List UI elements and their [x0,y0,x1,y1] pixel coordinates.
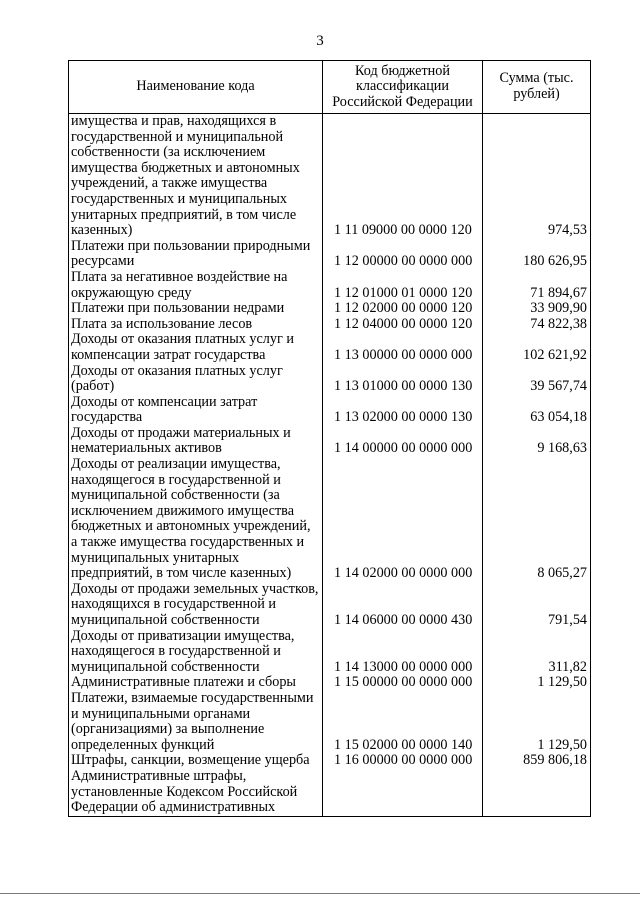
row-code: 1 15 00000 00 0000 000 [323,675,483,691]
row-name: имущества и прав, находящихся в государственной и муниципальной собственности (за исключением имущества бюджетных и автономных учреждений, а также имущества государственных и муниципальных унитарных предприятий, в том числе казенных) [69,114,323,239]
row-code: 1 12 04000 00 0000 120 [323,317,483,333]
row-code: 1 13 00000 00 0000 000 [323,332,483,363]
row-name: Доходы от оказания платных услуг (работ) [69,364,323,395]
row-sum: 974,53 [483,114,591,239]
row-name: Платежи при пользовании недрами [69,301,323,317]
row-code [323,769,483,816]
table-row [69,769,591,816]
table-row [69,395,591,426]
row-code: 1 11 09000 00 0000 120 [323,114,483,239]
bottom-divider [0,893,640,894]
table-row [69,332,591,363]
page-number: 3 [316,33,324,49]
table-row [69,629,591,676]
row-name: Платежи, взимаемые государственными и муниципальными органами (организациями) за выполнение определенных функций [69,691,323,753]
row-code: 1 13 02000 00 0000 130 [323,395,483,426]
row-sum: 74 822,38 [483,317,591,333]
row-sum [483,769,591,816]
row-sum: 791,54 [483,582,591,629]
table-row [69,582,591,629]
row-code: 1 15 02000 00 0000 140 [323,691,483,753]
row-name: Доходы от оказания платных услуг и компенсации затрат государства [69,332,323,363]
row-name: Административные штрафы, установленные Кодексом Российской Федерации об административных [69,769,323,816]
row-name: Плата за использование лесов [69,317,323,333]
table-row [69,426,591,457]
header-name: Наименование кода [69,61,323,114]
row-sum: 859 806,18 [483,753,591,769]
row-name: Доходы от приватизации имущества, находящегося в государственной и муниципальной собственности [69,629,323,676]
row-sum: 8 065,27 [483,457,591,582]
row-sum: 9 168,63 [483,426,591,457]
row-sum: 33 909,90 [483,301,591,317]
table-row [69,457,591,582]
row-code: 1 13 01000 00 0000 130 [323,364,483,395]
table-header-row [69,61,591,114]
table-row [69,317,591,333]
row-sum: 311,82 [483,629,591,676]
row-name: Плата за негативное воздействие на окружающую среду [69,270,323,301]
row-code: 1 14 06000 00 0000 430 [323,582,483,629]
table-row [69,301,591,317]
row-sum: 1 129,50 [483,675,591,691]
row-sum: 39 567,74 [483,364,591,395]
row-code: 1 14 02000 00 0000 000 [323,457,483,582]
row-name: Доходы от компенсации затрат государства [69,395,323,426]
table-row [69,675,591,691]
row-code: 1 12 02000 00 0000 120 [323,301,483,317]
row-name: Административные платежи и сборы [69,675,323,691]
row-code: 1 14 00000 00 0000 000 [323,426,483,457]
row-code: 1 16 00000 00 0000 000 [323,753,483,769]
row-name: Доходы от реализации имущества, находящегося в государственной и муниципальной собственности (за исключением движимого имущества бюджетных и автономных учреждений, а также имущества государственных и муниципальных унитарных предприятий, в том числе казенных) [69,457,323,582]
row-sum: 71 894,67 [483,270,591,301]
table-row [69,114,591,239]
row-code: 1 12 00000 00 0000 000 [323,239,483,270]
row-sum: 102 621,92 [483,332,591,363]
row-code: 1 14 13000 00 0000 000 [323,629,483,676]
budget-table [68,60,591,817]
table-row [69,691,591,753]
table-row [69,753,591,769]
row-sum: 1 129,50 [483,691,591,753]
row-name: Штрафы, санкции, возмещение ущерба [69,753,323,769]
header-code: Код бюджетной классификации Российской Федерации [323,61,483,114]
row-name: Платежи при пользовании природными ресурсами [69,239,323,270]
row-sum: 63 054,18 [483,395,591,426]
table-row [69,239,591,270]
row-name: Доходы от продажи земельных участков, находящихся в государственной и муниципальной собственности [69,582,323,629]
row-sum: 180 626,95 [483,239,591,270]
table-row [69,364,591,395]
table-row [69,270,591,301]
row-name: Доходы от продажи материальных и нематериальных активов [69,426,323,457]
header-sum: Сумма (тыс. рублей) [483,61,591,114]
row-code: 1 12 01000 01 0000 120 [323,270,483,301]
